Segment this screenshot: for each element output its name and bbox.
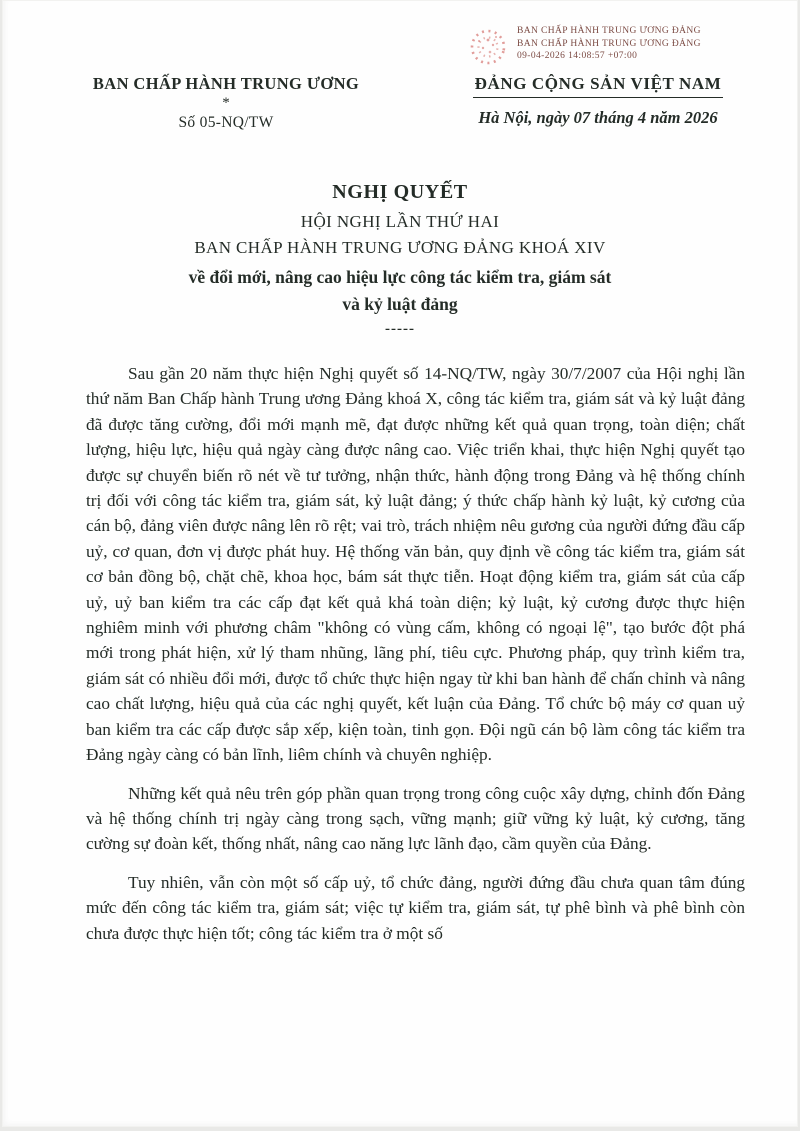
title-topic-line-1: về đổi mới, nâng cao hiệu lực công tác kiểm tra, giám sát [188, 267, 612, 287]
stamp-line-2: BAN CHẤP HÀNH TRUNG ƯƠNG ĐẢNG [517, 38, 701, 49]
document-page [2, 0, 798, 1127]
paragraph-3: Tuy nhiên, vẫn còn một số cấp uỷ, tổ chức đảng, người đứng đầu chưa quan tâm đúng mức đến công tác kiểm tra, giám sát; việc tự kiểm tra, giám sát, tự phê bình và phê bình còn chưa được thực hiện tốt; công tác kiểm tra ở một số [86, 872, 745, 943]
stamp-timestamp: 09-04-2026 14:08:57 +07:00 [517, 51, 638, 61]
national-header-block [426, 74, 770, 128]
org-star-separator: * [222, 95, 230, 111]
document-body [86, 361, 745, 959]
title-topic-line-2: và kỷ luật đảng [342, 294, 458, 314]
document-number: Số 05-NQ/TW [178, 114, 274, 131]
title-separator: ----- [385, 321, 415, 337]
digital-signature-stamp [466, 22, 701, 68]
title-committee: BAN CHẤP HÀNH TRUNG ƯƠNG ĐẢNG KHOÁ XIV [194, 238, 606, 257]
place-and-date: Hà Nội, ngày 07 tháng 4 năm 2026 [478, 108, 718, 127]
paragraph-1: Sau gần 20 năm thực hiện Nghị quyết số 14-NQ/TW, ngày 30/7/2007 của Hội nghị lần thứ năm Ban Chấp hành Trung ương Đảng khoá X, công tác kiểm tra, giám sát và kỷ luật đảng đã được tăng cường, đổi mới mạnh mẽ, đạt được những kết quả quan trọng, toàn diện; chất lượng, hiệu lực, hiệu quả ngày càng được nâng cao. Việc triển khai, thực hiện Nghị quyết tạo được sự chuyển biến rõ nét về tư tưởng, nhận thức, hành động trong Đảng và hệ thống chính trị đối với công tác kiểm tra, giám sát, kỷ luật đảng; ý thức chấp hành kỷ luật, kỷ cương của cán bộ, đảng viên được nâng lên rõ rệt; vai trò, trách nhiệm nêu gương của người đứng đầu cấp uỷ, cơ quan, đơn vị được phát huy. Hệ thống văn bản, quy định về công tác kiểm tra, giám sát cơ bản đồng bộ, chặt chẽ, khoa học, bám sát thực tiễn. Hoạt động kiểm tra, giám sát của cấp uỷ, uỷ ban kiểm tra các cấp đạt kết quả khá toàn diện; kỷ luật, kỷ cương được thực hiện nghiêm minh với phương châm "không có vùng cấm, không có ngoại lệ", tạo bước đột phá mới trong phát hiện, xử lý tham nhũng, lãng phí, tiêu cực. Phương pháp, quy trình kiểm tra, giám sát có nhiều đổi mới, được tổ chức thực hiện ngay từ khi ban hành để chấn chỉnh và nâng cao chất lượng, hiệu quả của các nghị quyết, kết luận của Đảng. Tổ chức bộ máy cơ quan uỷ ban kiểm tra các cấp được sắp xếp, kiện toàn, tinh gọn. Đội ngũ cán bộ làm công tác kiểm tra Đảng ngày càng có bản lĩnh, liêm chính và chuyên nghiệp. [86, 364, 745, 765]
paragraph-2: Những kết quả nêu trên góp phần quan trọng trong công cuộc xây dựng, chỉnh đốn Đảng và hệ thống chính trị ngày càng trong sạch, vững mạnh; giữ vững kỷ luật, kỷ cương, tăng cường sự đoàn kết, thống nhất, nâng cao năng lực lãnh đạo, cầm quyền của Đảng. [86, 783, 745, 854]
party-seal-icon [466, 24, 510, 68]
stamp-line-1: BAN CHẤP HÀNH TRUNG ƯƠNG ĐẢNG [517, 26, 701, 36]
title-session: HỘI NGHỊ LẦN THỨ HAI [300, 212, 500, 231]
issuing-org-block [60, 74, 392, 132]
issuing-org-name: BAN CHẤP HÀNH TRUNG ƯƠNG [92, 74, 360, 93]
stamp-text-block [517, 22, 701, 63]
title-resolution: NGHỊ QUYẾT [332, 181, 468, 203]
document-title-block [2, 181, 798, 338]
party-motto: ĐẢNG CỘNG SẢN VIỆT NAM [473, 74, 724, 98]
